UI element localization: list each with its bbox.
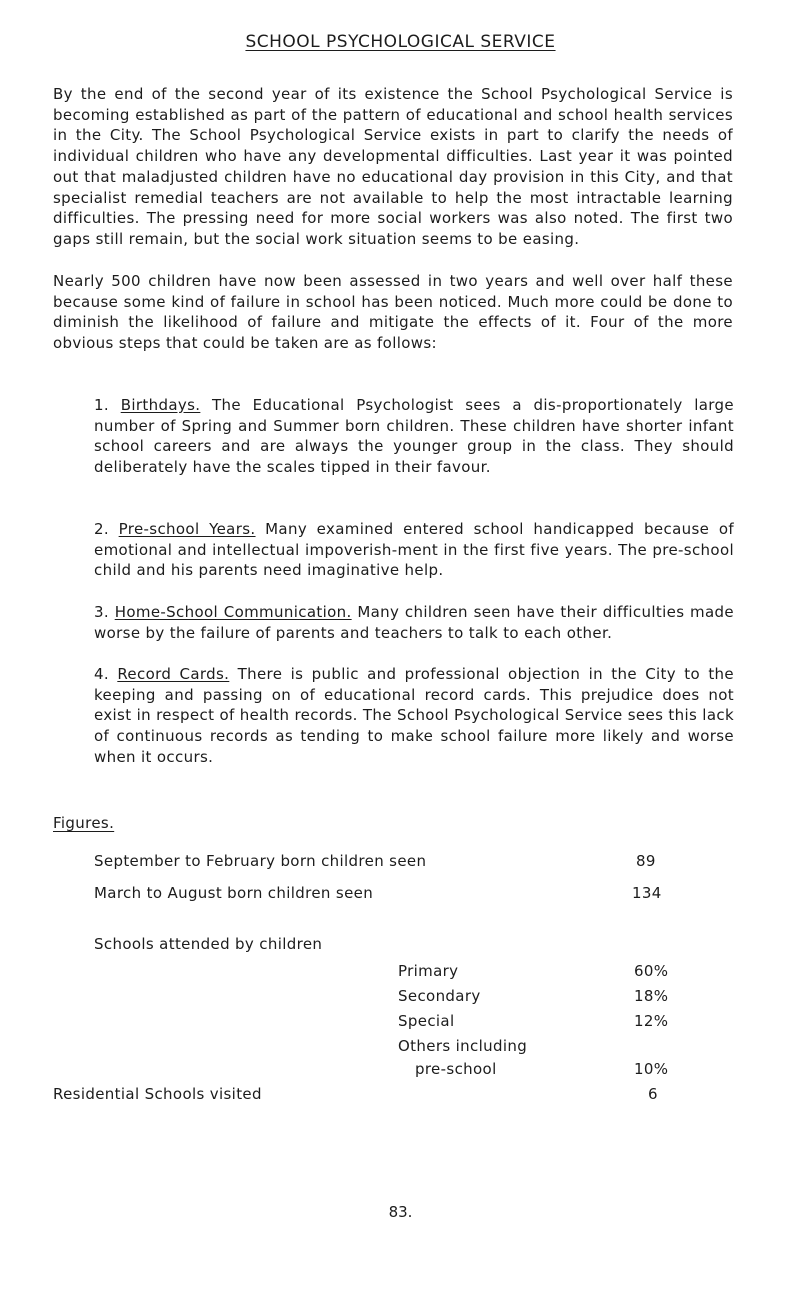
secondary-value: 18%	[634, 987, 669, 1005]
mar-aug-label: March to August born children seen	[94, 884, 374, 902]
step-heading: Home-School Communication.	[114, 603, 352, 621]
step-heading: Pre-school Years.	[118, 520, 256, 538]
primary-label: Primary	[398, 962, 459, 980]
step-number: 3.	[94, 603, 110, 621]
step-text: Many children seen have their difficulties made worse by the failure of parents and teachers to talk to each other.	[94, 603, 734, 642]
page-number: 83.	[388, 1203, 413, 1221]
primary-value: 60%	[634, 962, 669, 980]
sep-feb-label: September to February born children seen	[94, 852, 427, 870]
others-value: 10%	[634, 1060, 669, 1078]
special-value: 12%	[634, 1012, 669, 1030]
residential-label: Residential Schools visited	[53, 1085, 262, 1103]
step-number: 1.	[94, 396, 110, 414]
others-label-pre-school: pre-school	[415, 1060, 497, 1078]
step-heading: Birthdays.	[120, 396, 201, 414]
step-record-cards	[94, 664, 734, 768]
step-text: The Educational Psychologist sees a dis-proportionately large number of Spring and Summer born children. These children have shorter infant school careers and are always the younger group in the class. They should deliberately have the scales tipped in their favour.	[94, 396, 735, 477]
step-text: There is public and professional objection in the City to the keeping and passing on of educational record cards. This prejudice does not exist in respect of health records. The School Psychological Service sees this lack of continuous records as tending to make school failure more likely and worse when it occurs.	[94, 665, 734, 766]
secondary-label: Secondary	[398, 987, 481, 1005]
special-label: Special	[398, 1012, 455, 1030]
residential-value: 6	[648, 1085, 658, 1103]
sep-feb-value: 89	[636, 852, 656, 870]
figures-heading: Figures.	[53, 814, 115, 832]
step-number: 2.	[94, 520, 110, 538]
intro-paragraph: By the end of the second year of its existence the School Psychological Service is becoming established as part of the pattern of educational and school health services in the City. The School Psychological Service exists in part to clarify the needs of individual children who have any developmental difficulties. Last year it was pointed out that maladjusted children have no educational day provision in this City, and that specialist remedial teachers are not available to help the most intractable learning difficulties. The pressing need for more social workers was also noted. The first two gaps still remain, but the social work situation seems to be easing.	[53, 85, 733, 248]
step-pre-school	[94, 519, 734, 581]
step-heading: Record Cards.	[117, 665, 230, 683]
step-text: Many examined entered school handicapped because of emotional and intellectual impoverish-ment in the first five years. The pre-school child and his parents need imaginative help.	[94, 520, 734, 580]
mar-aug-value: 134	[632, 884, 662, 902]
schools-heading: Schools attended by children	[94, 935, 323, 953]
step-number: 4.	[94, 665, 110, 683]
step-birthdays	[94, 395, 734, 478]
others-label: Others including	[398, 1037, 528, 1055]
step-home-school	[94, 602, 734, 643]
assessment-paragraph: Nearly 500 children have now been assessed in two years and well over half these because some kind of failure in school has been noticed. Much more could be done to diminish the likelihood of failure and mitigate the effects of it. Four of the more obvious steps that could be taken are as follows:	[53, 272, 733, 353]
page-title: SCHOOL PSYCHOLOGICAL SERVICE	[245, 32, 556, 52]
